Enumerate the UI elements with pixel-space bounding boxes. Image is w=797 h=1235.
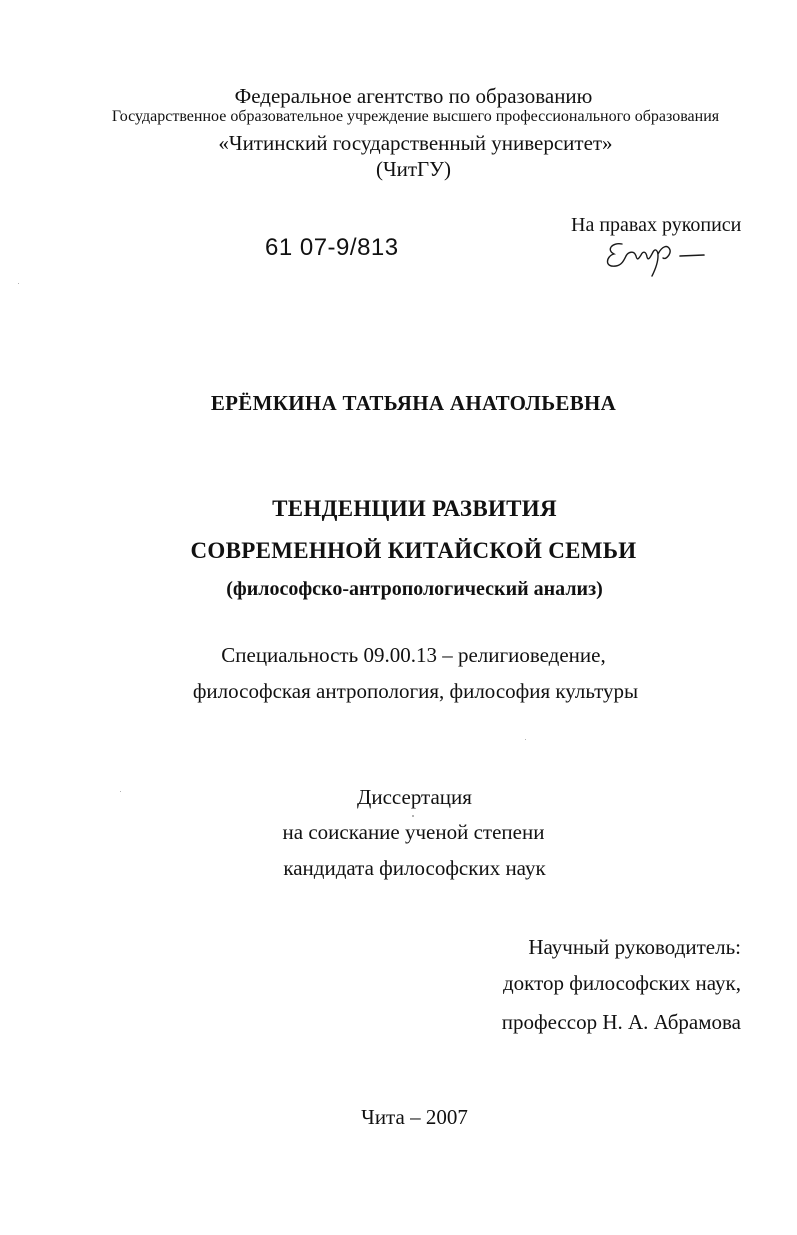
handwritten-signature — [600, 236, 710, 282]
author-name: ЕРЁМКИНА ТАТЬЯНА АНАТОЛЬЕВНА — [210, 391, 617, 415]
place-and-year: Чита – 2007 — [361, 1105, 468, 1129]
institution-name: Государственное образовательное учреждение высшего профессионального образования — [111, 108, 720, 125]
thesis-title-line-1: ТЕНДЕНЦИИ РАЗВИТИЯ — [272, 496, 557, 521]
archive-number: 61 07-9/813 — [265, 234, 399, 261]
university-name: «Читинский государственный университет» — [218, 131, 613, 155]
scan-speck — [120, 791, 121, 792]
manuscript-rights-note: На правах рукописи — [571, 214, 742, 236]
scan-speck — [18, 283, 19, 284]
specialty-line-2: философская антропология, философия культуры — [192, 679, 639, 703]
thesis-subtitle: (философско-антропологический анализ) — [226, 578, 603, 600]
supervisor-label: Научный руководитель: — [528, 935, 741, 959]
dissertation-purpose: на соискание ученой степени — [282, 820, 545, 844]
supervisor-name: профессор Н. А. Абрамова — [501, 1010, 741, 1034]
dissertation-degree: кандидата философских наук — [283, 856, 546, 880]
scan-speck — [412, 815, 414, 817]
specialty-line-1: Специальность 09.00.13 – религиоведение, — [221, 643, 606, 667]
dissertation-type: Диссертация — [357, 785, 472, 809]
scan-speck — [525, 739, 526, 740]
university-abbreviation: (ЧитГУ) — [375, 157, 452, 181]
agency-name: Федеральное агентство по образованию — [234, 84, 593, 108]
supervisor-degree: доктор философских наук, — [503, 971, 741, 995]
thesis-title-line-2: СОВРЕМЕННОЙ КИТАЙСКОЙ СЕМЬИ — [190, 538, 637, 563]
